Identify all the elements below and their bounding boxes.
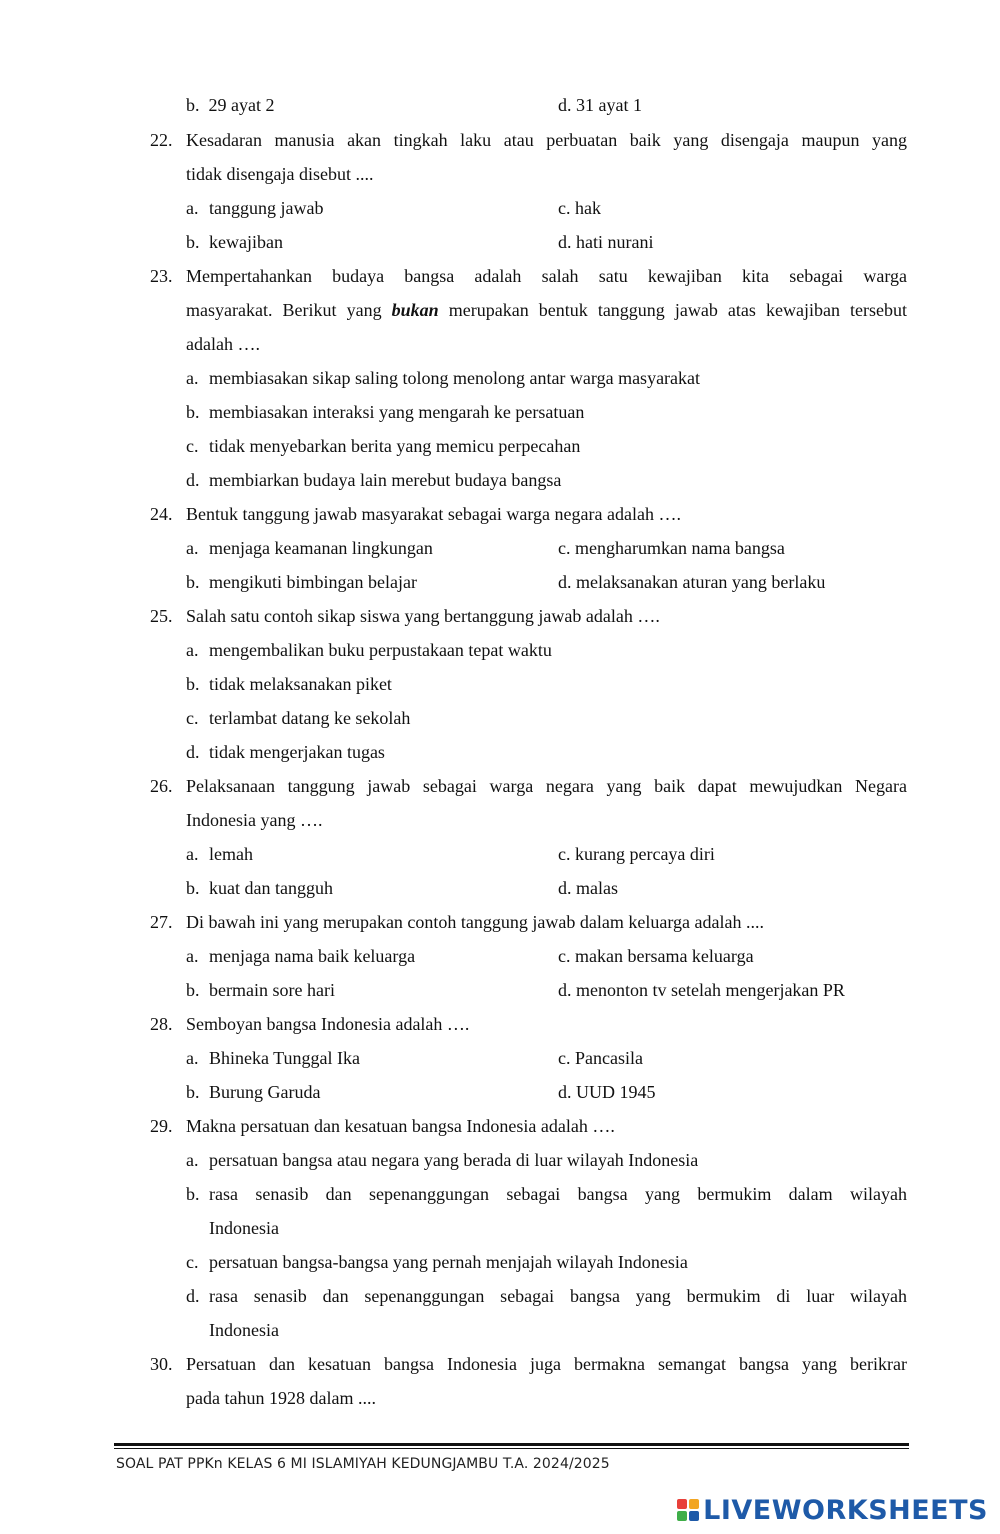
q29-option-d-letter: d. [186,1286,200,1306]
footer-divider-thick [114,1443,909,1446]
q26-stem-line2: Indonesia yang …. [186,810,323,830]
liveworksheets-logo-icon [677,1499,699,1521]
q28-stem-line1: Semboyan bangsa Indonesia adalah …. [186,1014,470,1034]
q27-option-b-letter: b. [186,980,200,1000]
q29-stem-line1: Makna persatuan dan kesatuan bangsa Indonesia adalah …. [186,1116,615,1136]
q29-number: 29. [150,1116,173,1136]
q22-option-a[interactable]: tanggung jawab [209,198,324,218]
q25-option-c[interactable]: terlambat datang ke sekolah [209,708,411,728]
q24-option-d[interactable]: d. melaksanakan aturan yang berlaku [558,572,826,592]
q22-option-d[interactable]: d. hati nurani [558,232,654,252]
q23-stem-line3: adalah …. [186,334,260,354]
q25-option-b-letter: b. [186,674,200,694]
q26-option-c[interactable]: c. kurang percaya diri [558,844,715,864]
q26-stem-line1: Pelaksanaan tanggung jawab sebagai warga negara yang baik dapat mewujudkan Negara [186,776,907,796]
q25-option-d-letter: d. [186,742,200,762]
q23-option-b-letter: b. [186,402,200,422]
q28-option-d[interactable]: d. UUD 1945 [558,1082,656,1102]
q29-option-c-letter: c. [186,1252,199,1272]
q28-option-a[interactable]: Bhineka Tunggal Ika [209,1048,360,1068]
q22-stem-line1: Kesadaran manusia akan tingkah laku atau perbuatan baik yang disengaja maupun yang [186,130,907,150]
q28-option-b[interactable]: Burung Garuda [209,1082,321,1102]
q27-option-a[interactable]: menjaga nama baik keluarga [209,946,416,966]
q22-stem-line2: tidak disengaja disebut .... [186,164,374,184]
q23-number: 23. [150,266,173,286]
q23-stem-line2: masyarakat. Berikut yang bukan merupakan bentuk tanggung jawab atas kewajiban tersebut [186,300,907,320]
q30-stem-line2: pada tahun 1928 dalam .... [186,1388,376,1408]
q23-option-c-letter: c. [186,436,199,456]
q24-option-c[interactable]: c. mengharumkan nama bangsa [558,538,785,558]
q26-option-a[interactable]: lemah [209,844,253,864]
q23-option-b[interactable]: membiasakan interaksi yang mengarah ke persatuan [209,402,585,422]
q25-option-a-letter: a. [186,640,199,660]
q27-stem-line1: Di bawah ini yang merupakan contoh tanggung jawab dalam keluarga adalah .... [186,912,764,932]
q24-option-b-letter: b. [186,572,200,592]
q29-option-d-line2[interactable]: Indonesia [209,1320,279,1340]
q23-option-d[interactable]: membiarkan budaya lain merebut budaya bangsa [209,470,562,490]
q28-number: 28. [150,1014,173,1034]
q29-option-b-line2[interactable]: Indonesia [209,1218,279,1238]
q26-option-a-letter: a. [186,844,199,864]
q23-option-d-letter: d. [186,470,200,490]
q22-option-b-letter: b. [186,232,200,252]
prev-option-d: d. 31 ayat 1 [558,95,642,115]
q25-option-b[interactable]: tidak melaksanakan piket [209,674,392,694]
q25-stem-line1: Salah satu contoh sikap siswa yang bertanggung jawab adalah …. [186,606,660,626]
q23-stem-line1: Mempertahankan budaya bangsa adalah salah satu kewajiban kita sebagai warga [186,266,907,286]
q26-option-b-letter: b. [186,878,200,898]
q23-emphasis-bukan: bukan [391,300,439,320]
q27-number: 27. [150,912,173,932]
q22-number: 22. [150,130,173,150]
q28-option-b-letter: b. [186,1082,200,1102]
q27-option-a-letter: a. [186,946,199,966]
q25-option-a[interactable]: mengembalikan buku perpustakaan tepat waktu [209,640,552,660]
q27-option-b[interactable]: bermain sore hari [209,980,335,1000]
liveworksheets-logo-text: LIVEWORKSHEETS [703,1494,988,1526]
q29-option-a-letter: a. [186,1150,199,1170]
q30-number: 30. [150,1354,173,1374]
q30-stem-line1: Persatuan dan kesatuan bangsa Indonesia juga bermakna semangat bangsa yang berikrar [186,1354,907,1374]
q23-option-a-letter: a. [186,368,199,388]
q28-option-a-letter: a. [186,1048,199,1068]
q27-option-c[interactable]: c. makan bersama keluarga [558,946,754,966]
q24-option-a[interactable]: menjaga keamanan lingkungan [209,538,433,558]
q26-number: 26. [150,776,173,796]
q24-stem-line1: Bentuk tanggung jawab masyarakat sebagai warga negara adalah …. [186,504,681,524]
q22-option-b[interactable]: kewajiban [209,232,283,252]
footer-divider-thin [114,1448,909,1449]
prev-option-b: b. 29 ayat 2 [186,95,275,115]
q24-number: 24. [150,504,173,524]
q29-option-b-line1[interactable]: rasa senasib dan sepenanggungan sebagai bangsa yang bermukim dalam wilayah [209,1184,907,1204]
q25-option-d[interactable]: tidak mengerjakan tugas [209,742,385,762]
q24-option-b[interactable]: mengikuti bimbingan belajar [209,572,417,592]
q26-option-b[interactable]: kuat dan tangguh [209,878,333,898]
q23-option-c[interactable]: tidak menyebarkan berita yang memicu perpecahan [209,436,581,456]
q22-option-c[interactable]: c. hak [558,198,601,218]
q29-option-c[interactable]: persatuan bangsa-bangsa yang pernah menjajah wilayah Indonesia [209,1252,688,1272]
q25-number: 25. [150,606,173,626]
q26-option-d[interactable]: d. malas [558,878,618,898]
q25-option-c-letter: c. [186,708,199,728]
q28-option-c[interactable]: c. Pancasila [558,1048,643,1068]
q24-option-a-letter: a. [186,538,199,558]
q29-option-a[interactable]: persatuan bangsa atau negara yang berada di luar wilayah Indonesia [209,1150,699,1170]
q23-option-a[interactable]: membiasakan sikap saling tolong menolong antar warga masyarakat [209,368,701,388]
q22-option-a-letter: a. [186,198,199,218]
q29-option-d-line1[interactable]: rasa senasib dan sepenanggungan sebagai bangsa yang bermukim di luar wilayah [209,1286,907,1306]
liveworksheets-logo[interactable] [677,1492,988,1528]
q27-option-d[interactable]: d. menonton tv setelah mengerjakan PR [558,980,845,1000]
footer-text: SOAL PAT PPKn KELAS 6 MI ISLAMIYAH KEDUNGJAMBU T.A. 2024/2025 [116,1456,610,1472]
q29-option-b-letter: b. [186,1184,200,1204]
